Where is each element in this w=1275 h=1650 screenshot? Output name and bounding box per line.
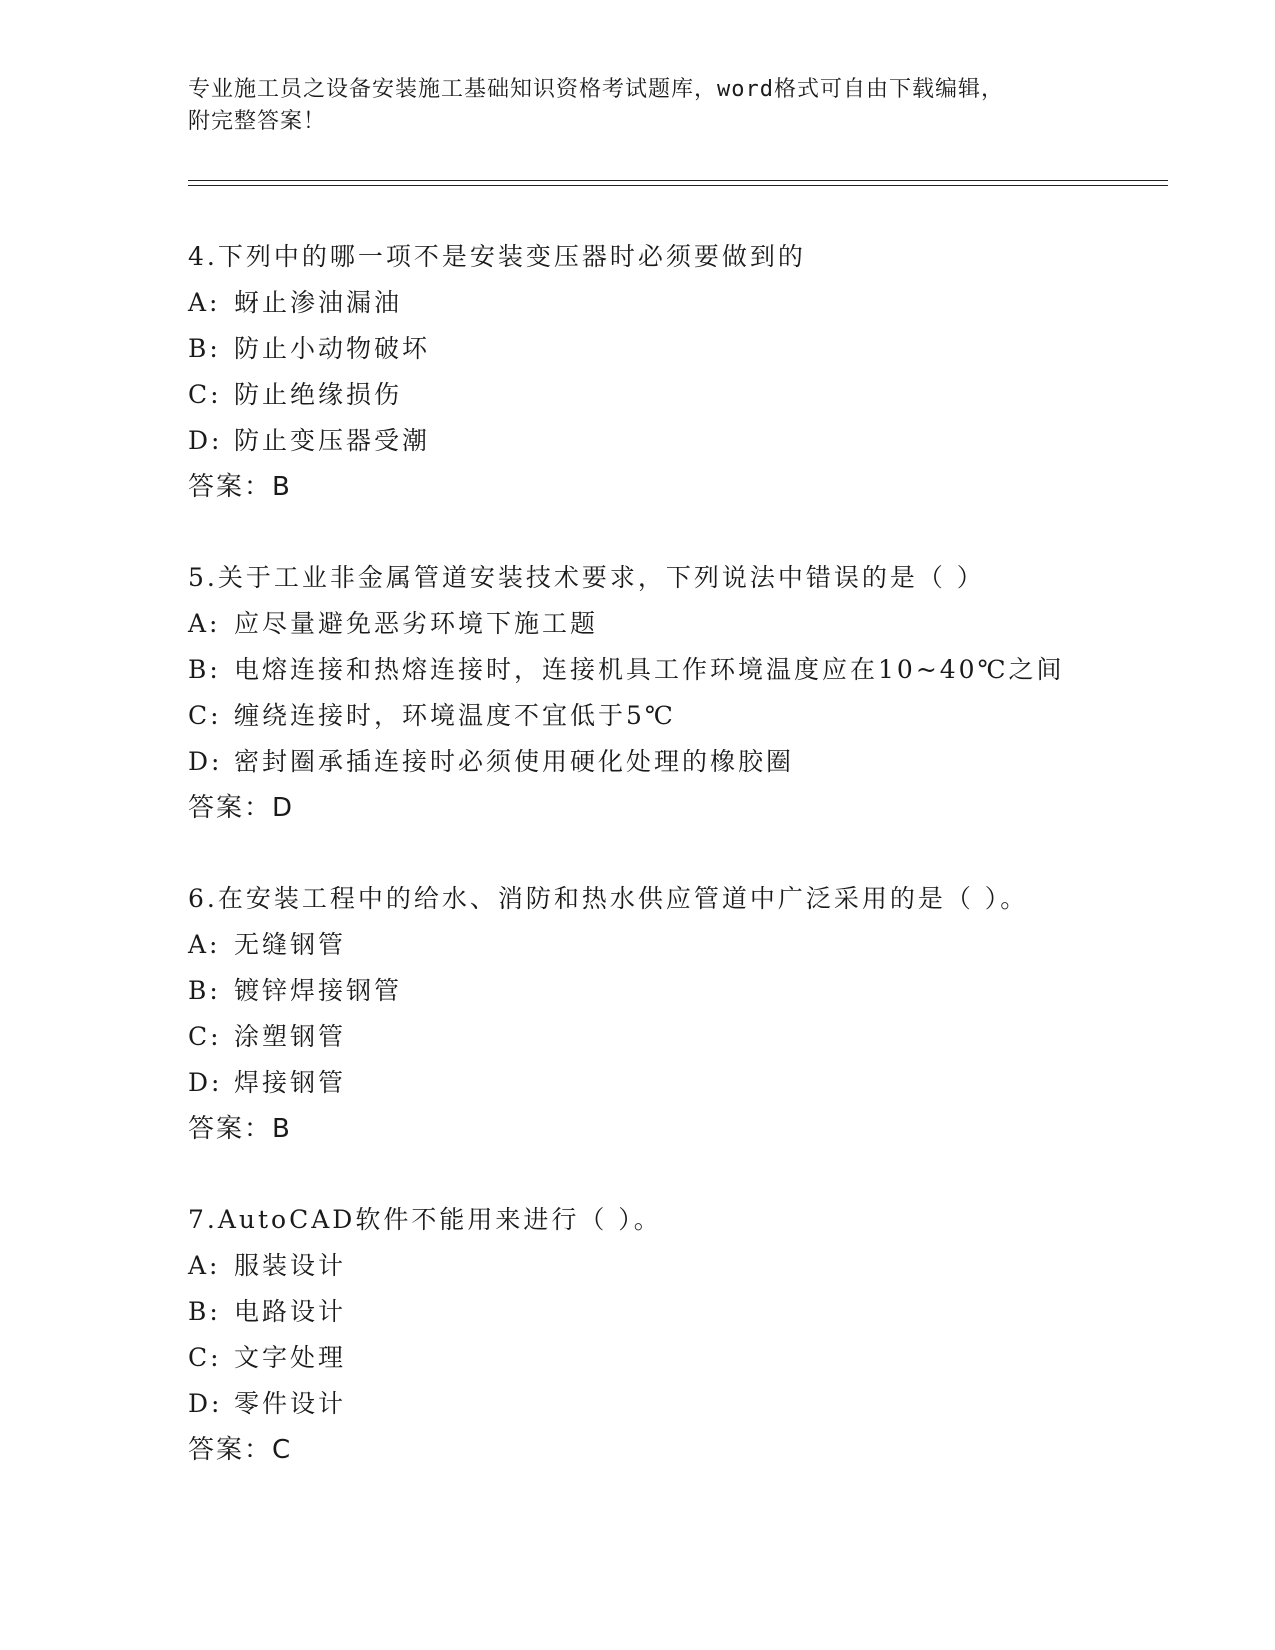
option-text: 文字处理 xyxy=(234,1343,347,1372)
option-label: A: xyxy=(188,288,221,317)
option-text: 防止小动物破坏 xyxy=(234,334,431,363)
option-a xyxy=(188,601,1188,647)
option-text: 镀锌焊接钢管 xyxy=(234,976,403,1005)
option-text: 防止变压器受潮 xyxy=(234,426,431,455)
option-text: 零件设计 xyxy=(234,1389,347,1418)
header-line-2: 附完整答案！ xyxy=(188,109,327,134)
option-label: A: xyxy=(188,609,221,638)
option-d xyxy=(188,739,1188,785)
question-stem: 6.在安装工程中的给水、消防和热水供应管道中广泛采用的是（ ）。 xyxy=(188,884,1029,913)
option-text: 电路设计 xyxy=(234,1297,347,1326)
header-divider-bottom xyxy=(188,185,1168,186)
option-text: 无缝钢管 xyxy=(234,930,347,959)
option-label: C: xyxy=(188,701,222,730)
option-label: D: xyxy=(188,747,223,776)
option-c xyxy=(188,1014,1188,1060)
option-d xyxy=(188,1060,1188,1106)
option-text: 应尽量避免恶劣环境下施工题 xyxy=(234,609,599,638)
option-text: 缠绕连接时，环境温度不宜低于5℃ xyxy=(234,701,676,730)
document-header xyxy=(188,74,1088,138)
option-text: 涂塑钢管 xyxy=(234,1022,347,1051)
question-5 xyxy=(188,555,1188,831)
option-label: A: xyxy=(188,930,221,959)
option-a xyxy=(188,922,1188,968)
answer: 答案：C xyxy=(188,1435,293,1465)
question-7 xyxy=(188,1197,1188,1473)
question-stem: 5.关于工业非金属管道安装技术要求，下列说法中错误的是（ ） xyxy=(188,563,985,592)
option-c xyxy=(188,372,1188,418)
option-label: B: xyxy=(188,976,221,1005)
option-text: 服装设计 xyxy=(234,1251,347,1280)
option-d xyxy=(188,1381,1188,1427)
option-label: B: xyxy=(188,655,221,684)
option-a xyxy=(188,1243,1188,1289)
option-label: C: xyxy=(188,1022,222,1051)
header-line-1: 专业施工员之设备安装施工基础知识资格考试题库，word格式可自由下载编辑， xyxy=(188,77,1004,102)
header-divider-top xyxy=(188,180,1168,181)
option-label: A: xyxy=(188,1251,221,1280)
option-label: D: xyxy=(188,1068,223,1097)
option-b xyxy=(188,1289,1188,1335)
option-label: D: xyxy=(188,1389,223,1418)
option-label: B: xyxy=(188,334,221,363)
option-a xyxy=(188,280,1188,326)
option-text: 焊接钢管 xyxy=(234,1068,347,1097)
answer: 答案：B xyxy=(188,472,292,502)
option-text: 密封圈承插连接时必须使用硬化处理的橡胶圈 xyxy=(234,747,795,776)
question-6 xyxy=(188,876,1188,1152)
answer: 答案：D xyxy=(188,793,295,823)
option-b xyxy=(188,647,1188,693)
question-4 xyxy=(188,234,1188,510)
option-text: 蚜止渗油漏油 xyxy=(234,288,403,317)
option-label: B: xyxy=(188,1297,221,1326)
option-text: 电熔连接和热熔连接时，连接机具工作环境温度应在10~40℃之间 xyxy=(234,655,1065,684)
option-c xyxy=(188,1335,1188,1381)
option-label: C: xyxy=(188,1343,222,1372)
option-c xyxy=(188,693,1188,739)
option-b xyxy=(188,968,1188,1014)
question-stem: 4.下列中的哪一项不是安装变压器时必须要做到的 xyxy=(188,242,806,271)
option-text: 防止绝缘损伤 xyxy=(234,380,403,409)
option-label: C: xyxy=(188,380,222,409)
answer: 答案：B xyxy=(188,1114,292,1144)
question-stem: 7.AutoCAD软件不能用来进行（ ）。 xyxy=(188,1205,662,1234)
option-b xyxy=(188,326,1188,372)
option-d xyxy=(188,418,1188,464)
option-label: D: xyxy=(188,426,223,455)
